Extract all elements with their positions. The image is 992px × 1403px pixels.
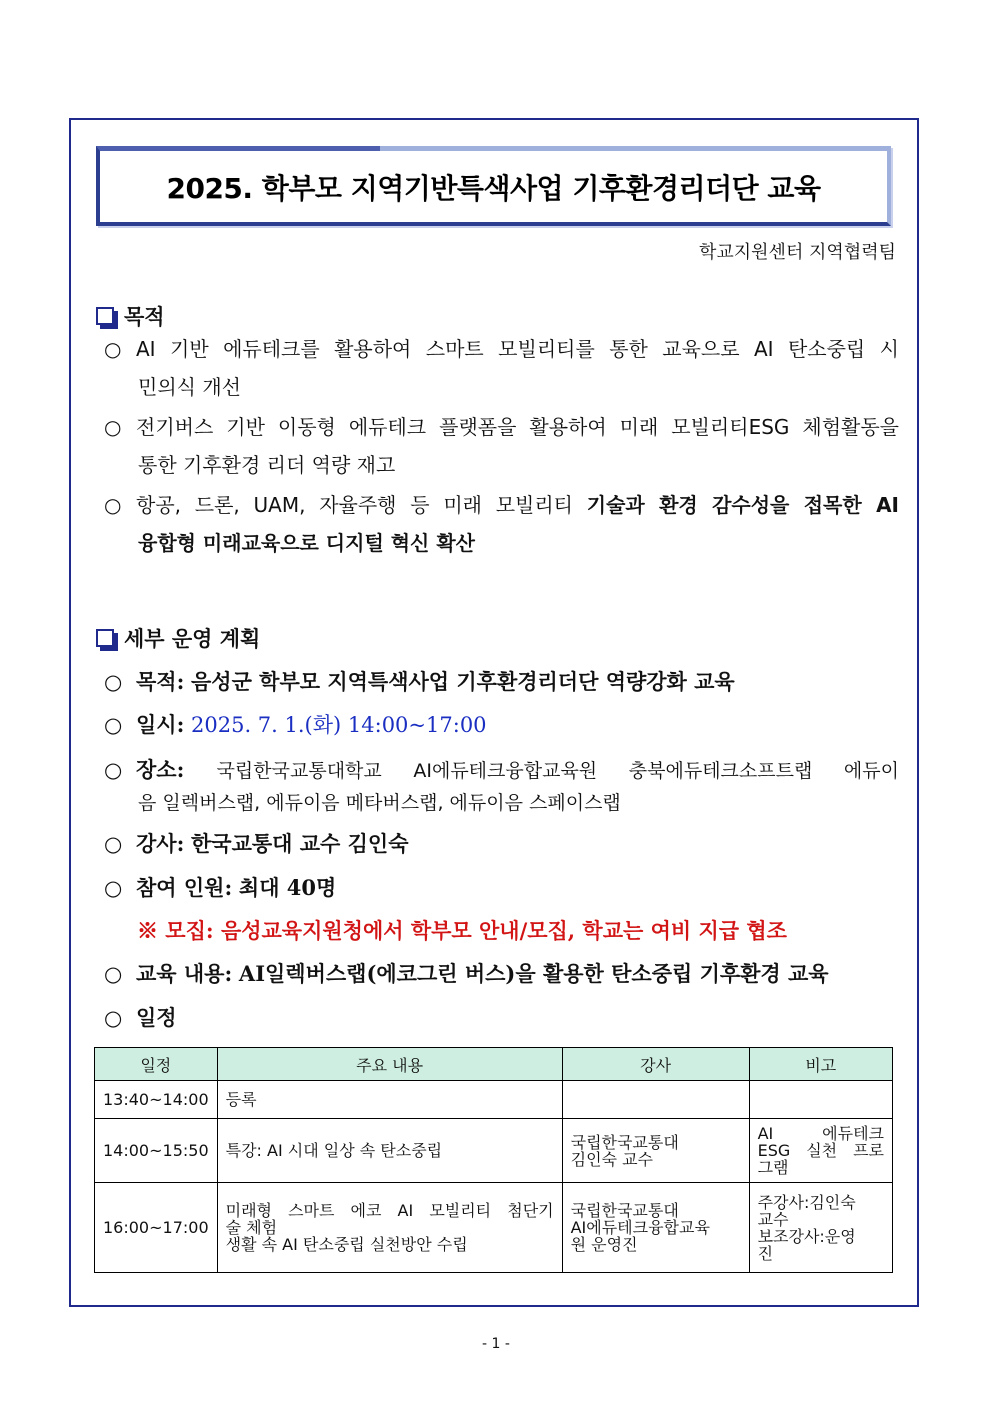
row-instructor-line: 원 운영진 <box>570 1235 638 1254</box>
page-number: - 1 - <box>482 1336 510 1352</box>
circle-bullet-icon: ○ <box>104 493 122 517</box>
circle-bullet-icon: ○ <box>104 876 123 900</box>
plan-instructor-label: 강사: <box>136 831 185 856</box>
plan-date-value: 2025. 7. 1.(화) 14:00~17:00 <box>191 713 487 737</box>
plan-instructor-value: 한국교통대 교수 김인숙 <box>191 831 409 856</box>
schedule-header-time: 일정 <box>95 1048 218 1081</box>
row-note <box>749 1081 892 1119</box>
plan-heading <box>96 623 260 653</box>
row-note-line: 보조강사:운영 <box>757 1226 856 1246</box>
row-note-line: 교수 <box>757 1209 789 1229</box>
purpose-item-2-line2: 통한 기후환경 리더 역량 재고 <box>138 453 396 477</box>
plan-date-label: 일시: <box>136 712 185 737</box>
plan-participants <box>104 872 899 902</box>
plan-instructor <box>104 828 899 858</box>
plan-schedule-label: 일정 <box>136 1005 177 1030</box>
plan-purpose-label: 목적: <box>136 669 185 694</box>
circle-bullet-icon: ○ <box>104 713 123 737</box>
circle-bullet-icon: ○ <box>104 415 122 439</box>
plan-heading-text: 세부 운영 계획 <box>124 627 261 651</box>
purpose-item-3 <box>104 486 899 562</box>
purpose-item-3-line1-bold: 기술과 환경 감수성을 접목한 AI <box>586 493 899 517</box>
purpose-item-2-line1: 전기버스 기반 이동형 에듀테크 플랫폼을 활용하여 미래 모빌리티ESG 체험활동을 <box>136 415 899 439</box>
table-row <box>95 1119 893 1183</box>
plan-content-value: AI일렉버스랩(에코그린 버스)을 활용한 탄소중립 기후환경 교육 <box>238 961 829 986</box>
schedule-header-row <box>95 1048 893 1081</box>
plan-place <box>104 754 899 819</box>
row-instructor-line: 국립한국교통대 <box>570 1201 679 1220</box>
page-title: 2025. 학부모 지역기반특색사업 기후환경리더단 교육 <box>166 171 821 205</box>
checkbox-square-icon <box>96 307 114 325</box>
plan-content <box>104 958 899 988</box>
checkbox-square-icon <box>96 629 114 647</box>
plan-participants-value: 최대 40명 <box>238 875 337 900</box>
purpose-item-3-line1-normal: 항공, 드론, UAM, 자율주행 등 미래 모빌리티 <box>136 493 587 517</box>
purpose-item-1-line1: AI 기반 에듀테크를 활용하여 스마트 모빌리티를 통한 교육으로 AI 탄소중립 시 <box>136 337 899 361</box>
schedule-header-note: 비고 <box>749 1048 892 1081</box>
row-time: 13:40~14:00 <box>95 1081 218 1119</box>
plan-place-line2: 음 일렉버스랩, 에듀이음 메타버스랩, 에듀이음 스페이스랩 <box>138 792 621 814</box>
title-box <box>96 146 891 226</box>
schedule-header-instructor: 강사 <box>562 1048 749 1081</box>
row-content <box>217 1183 562 1273</box>
plan-place-line1: 국립한국교통대학교 AI에듀테크융합교육원 충북에듀테크소프트랩 에듀이 <box>216 760 899 782</box>
schedule-table <box>94 1047 893 1273</box>
row-content-line: 등록 <box>225 1090 257 1109</box>
row-content <box>217 1119 562 1183</box>
table-row <box>95 1081 893 1119</box>
row-content-line: 생활 속 AI 탄소중립 실천방안 수립 <box>225 1235 468 1254</box>
department: 학교지원센터 지역협력팀 <box>699 242 896 263</box>
row-note-line: 그램 <box>757 1158 789 1177</box>
plan-schedule <box>104 1002 899 1032</box>
purpose-item-3-line2: 융합형 미래교육으로 디지털 혁신 확산 <box>138 531 475 555</box>
row-instructor-line: AI에듀테크융합교육 <box>570 1218 710 1237</box>
purpose-item-2 <box>104 408 899 484</box>
row-instructor <box>562 1119 749 1183</box>
circle-bullet-icon: ○ <box>104 670 123 694</box>
row-instructor <box>562 1183 749 1273</box>
plan-participants-label: 참여 인원: <box>136 875 233 900</box>
purpose-heading-text: 목적 <box>124 305 165 329</box>
plan-date <box>104 709 899 739</box>
purpose-item-1 <box>104 330 899 406</box>
purpose-heading <box>96 301 165 331</box>
plan-purpose <box>104 666 899 696</box>
row-note <box>749 1183 892 1273</box>
plan-note: ※ 모집: 음성교육지원청에서 학부모 안내/모집, 학교는 여비 지급 협조 <box>137 918 787 943</box>
row-note-line: 진 <box>757 1243 774 1263</box>
row-note <box>749 1119 892 1183</box>
plan-place-label: 장소: <box>136 757 185 782</box>
row-content-line: 미래형 스마트 에코 AI 모빌리티 첨단기 <box>225 1201 554 1220</box>
plan-content-label: 교육 내용: <box>136 961 233 986</box>
row-note-line: 주강사:김인숙 <box>757 1192 856 1212</box>
purpose-item-1-line2: 민의식 개선 <box>138 375 241 399</box>
circle-bullet-icon: ○ <box>104 758 123 782</box>
row-content-line: 술 체험 <box>225 1218 278 1237</box>
row-time: 14:00~15:50 <box>95 1119 218 1183</box>
schedule-header-content: 주요 내용 <box>217 1048 562 1081</box>
row-content-line: 특강: AI 시대 일상 속 탄소중립 <box>225 1141 443 1160</box>
row-instructor-line: 국립한국교통대 <box>570 1132 679 1152</box>
circle-bullet-icon: ○ <box>104 962 123 986</box>
circle-bullet-icon: ○ <box>104 1006 123 1030</box>
row-time: 16:00~17:00 <box>95 1183 218 1273</box>
table-row <box>95 1183 893 1273</box>
plan-purpose-value: 음성군 학부모 지역특색사업 기후환경리더단 역량강화 교육 <box>191 669 735 694</box>
circle-bullet-icon: ○ <box>104 337 122 361</box>
row-note-line: ESG 실천 프로 <box>757 1141 884 1160</box>
row-instructor <box>562 1081 749 1119</box>
row-instructor-line: 김인숙 교수 <box>570 1149 653 1169</box>
circle-bullet-icon: ○ <box>104 832 123 856</box>
row-note-line: AI 에듀테크 <box>757 1124 884 1143</box>
row-content <box>217 1081 562 1119</box>
